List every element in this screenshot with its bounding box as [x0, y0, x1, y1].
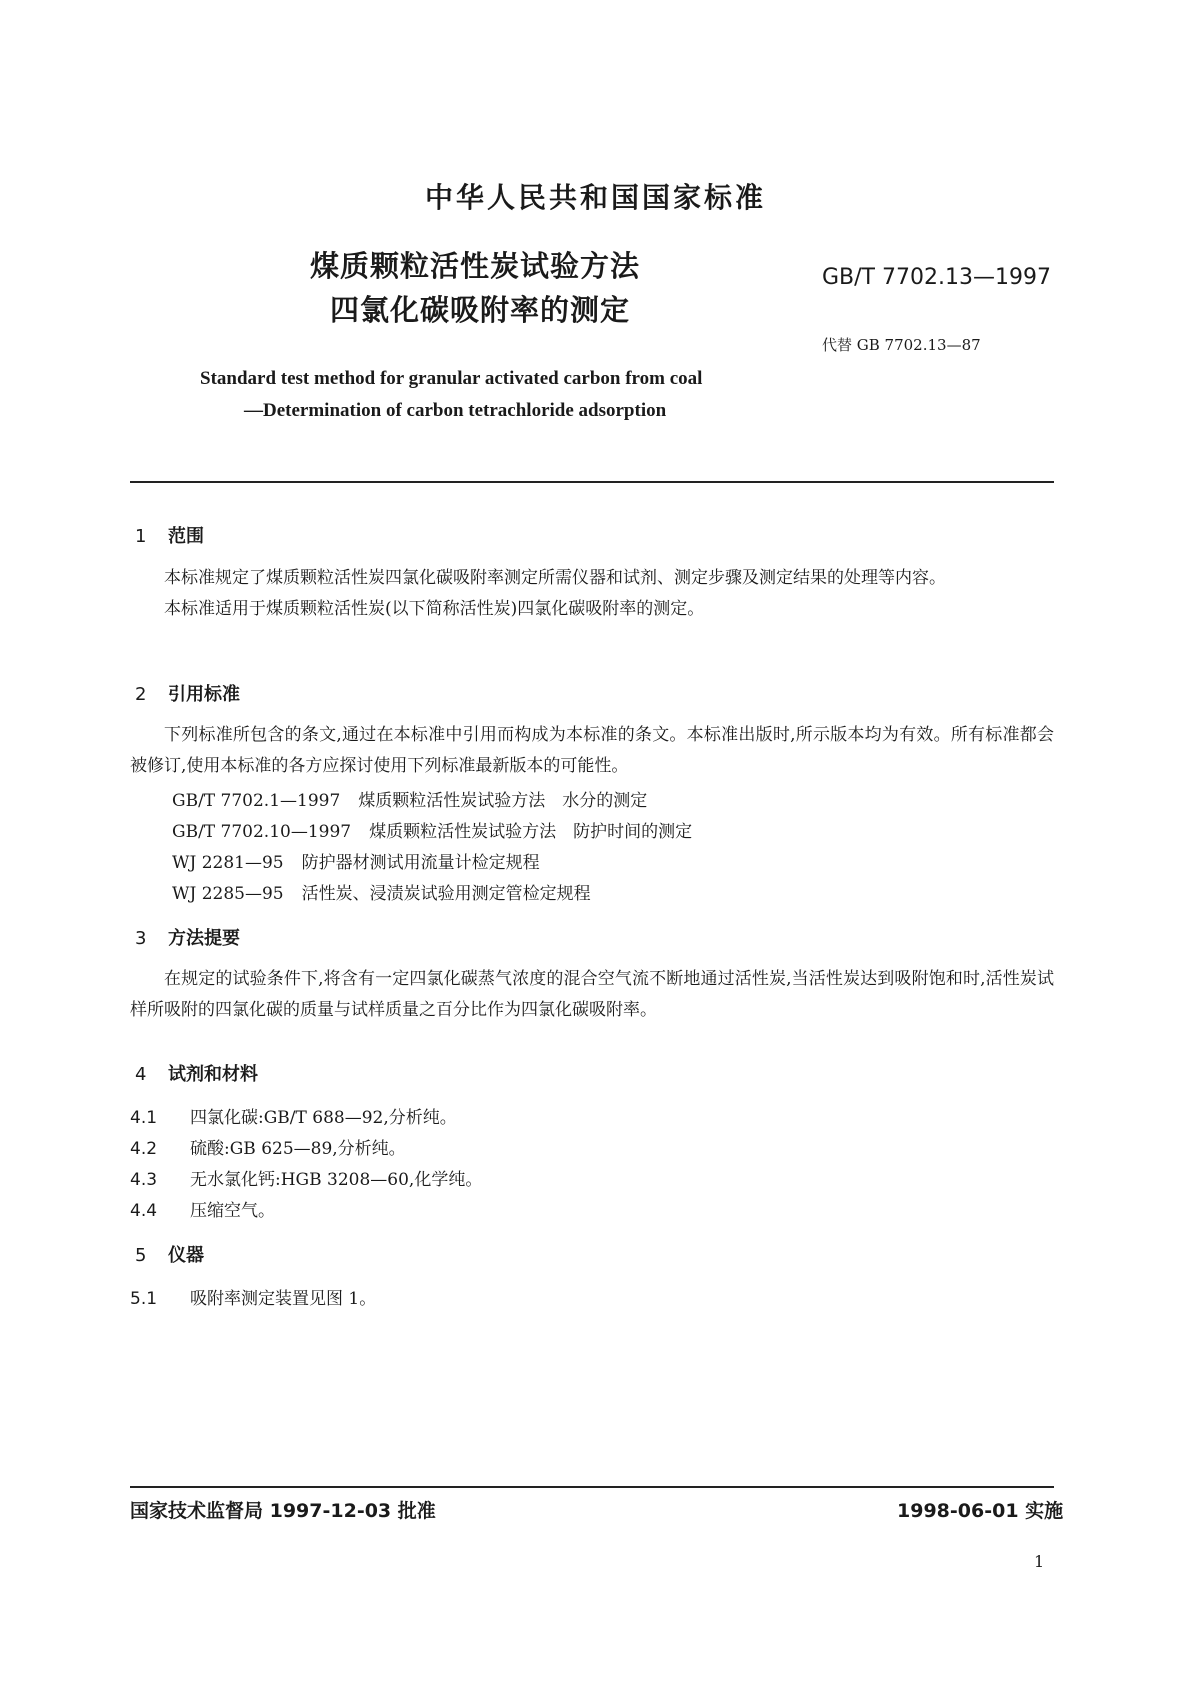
english-title-line-2: —Determination of carbon tetrachloride adsorption [244, 400, 667, 421]
reference-title: 防护器材测试用流量计检定规程 [301, 853, 540, 873]
section-number: 5 [135, 1245, 147, 1266]
effective-date: 1998-06-01 实施 [897, 1500, 1064, 1522]
list-item [130, 1134, 406, 1159]
section-2-intro [130, 720, 1054, 782]
item-text: 无水氯化钙:HGB 3208—60,化学纯。 [190, 1170, 483, 1190]
list-item [130, 1103, 457, 1128]
section-title: 引用标准 [168, 684, 240, 705]
reference-item [172, 879, 591, 904]
paragraph: 下列标准所包含的条文,通过在本标准中引用而构成为本标准的条文。本标准出版时,所示版本均为有效。所有标准都会被修订,使用本标准的各方应探讨使用下列标准最新版本的可能性。 [130, 725, 1054, 776]
item-number: 4.3 [130, 1170, 158, 1190]
paragraph: 本标准规定了煤质颗粒活性炭四氯化碳吸附率测定所需仪器和试剂、测定步骤及测定结果的处理等内容。 [164, 568, 946, 588]
replaces-note: 代替 GB 7702.13—87 [822, 336, 981, 354]
reference-code: GB/T 7702.10—1997 [172, 822, 352, 842]
list-item [130, 1165, 482, 1190]
reference-item [172, 786, 647, 811]
item-text: 吸附率测定装置见图 1。 [190, 1289, 377, 1309]
section-title: 试剂和材料 [168, 1064, 258, 1085]
chinese-title-line-1: 煤质颗粒活性炭试验方法 [310, 249, 641, 283]
paragraph: 本标准适用于煤质颗粒活性炭(以下简称活性炭)四氯化碳吸附率的测定。 [164, 599, 705, 619]
english-title-line-1: Standard test method for granular activated carbon from coal [200, 368, 703, 389]
section-3-heading [135, 924, 240, 950]
item-text: 压缩空气。 [190, 1201, 275, 1221]
section-1-body [130, 563, 1054, 625]
list-item [130, 1196, 275, 1221]
page-number: 1 [1034, 1552, 1045, 1571]
item-text: 四氯化碳:GB/T 688—92,分析纯。 [190, 1108, 457, 1128]
list-item [130, 1284, 376, 1309]
reference-code: WJ 2285—95 [172, 884, 284, 904]
paragraph: 在规定的试验条件下,将含有一定四氯化碳蒸气浓度的混合空气流不断地通过活性炭,当活性炭达到吸附饱和时,活性炭试样所吸附的四氯化碳的质量与试样质量之百分比作为四氯化碳吸附率。 [130, 969, 1054, 1020]
reference-code: GB/T 7702.1—1997 [172, 791, 341, 811]
item-number: 4.1 [130, 1108, 158, 1128]
section-number: 4 [135, 1064, 147, 1085]
reference-title: 煤质颗粒活性炭试验方法 防护时间的测定 [369, 822, 693, 842]
section-title: 方法提要 [168, 928, 240, 949]
reference-code: WJ 2281—95 [172, 853, 284, 873]
section-number: 1 [135, 526, 147, 547]
section-3-body [130, 964, 1054, 1026]
section-title: 范围 [168, 526, 204, 547]
section-5-heading [135, 1241, 204, 1267]
item-number: 4.2 [130, 1139, 158, 1159]
item-text: 硫酸:GB 625—89,分析纯。 [190, 1139, 406, 1159]
header-divider [130, 481, 1054, 483]
reference-title: 活性炭、浸渍炭试验用测定管检定规程 [301, 884, 591, 904]
section-title: 仪器 [168, 1245, 204, 1266]
section-1-heading [135, 522, 204, 548]
reference-item [172, 848, 540, 873]
reference-item [172, 817, 692, 842]
footer-divider [130, 1486, 1054, 1488]
section-4-heading [135, 1060, 258, 1086]
section-number: 2 [135, 684, 147, 705]
standard-number: GB/T 7702.13—1997 [822, 265, 1051, 290]
section-2-heading [135, 680, 240, 706]
item-number: 5.1 [130, 1289, 158, 1309]
national-standard-title: 中华人民共和国国家标准 [424, 181, 766, 214]
reference-title: 煤质颗粒活性炭试验方法 水分的测定 [358, 791, 648, 811]
approval-note: 国家技术监督局 1997-12-03 批准 [130, 1500, 436, 1522]
item-number: 4.4 [130, 1201, 158, 1221]
chinese-title-line-2: 四氯化碳吸附率的测定 [330, 293, 631, 327]
section-number: 3 [135, 928, 147, 949]
